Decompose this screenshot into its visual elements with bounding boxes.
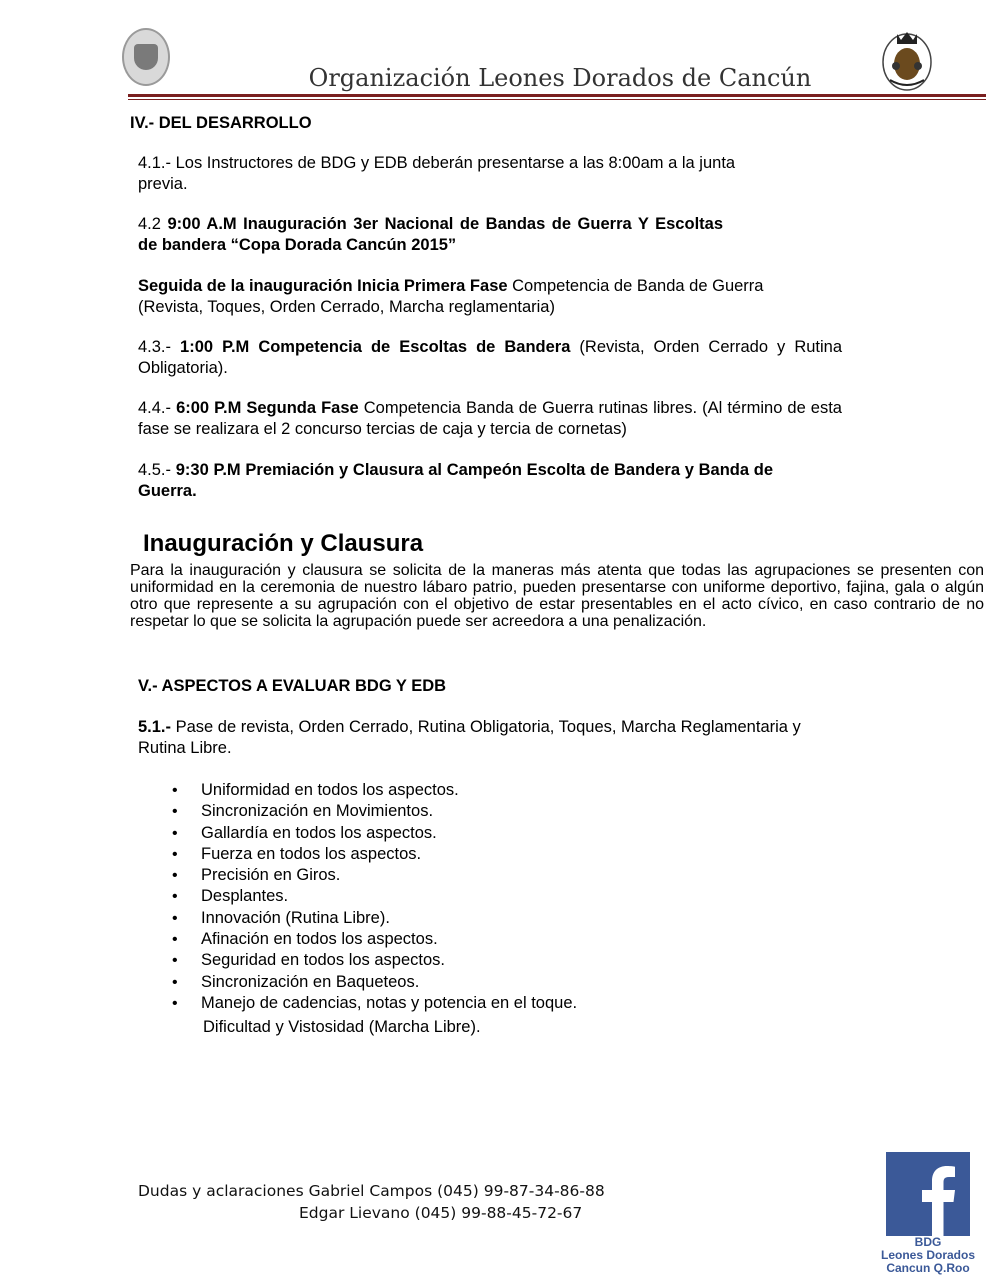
paragraph-bold-text: 9:00 A.M Inauguración 3er Nacional de Bandas de Guerra Y Escoltas de bandera “Copa Dorada Cancún 2015” xyxy=(138,215,723,254)
list-item: • Sincronización en Baqueteos. xyxy=(172,972,577,993)
paragraph-bold-text: Seguida de la inauguración Inicia Primera Fase xyxy=(138,277,508,295)
facebook-f-icon xyxy=(886,1152,970,1236)
list-item: • Uniformidad en todos los aspectos. xyxy=(172,780,577,801)
paragraph-4-2 xyxy=(138,214,723,256)
paragraph-4-4 xyxy=(138,398,842,440)
list-item: • Afinación en todos los aspectos. xyxy=(172,929,577,950)
badge-line: BDG xyxy=(914,1235,942,1249)
paragraph-bold-text: 1:00 P.M Competencia de Escoltas de Bandera xyxy=(180,338,571,356)
paragraph-text: Los Instructores de BDG y EDB deberán presentarse a las 8:00am a la junta previa. xyxy=(138,154,736,193)
list-item: • Fuerza en todos los aspectos. xyxy=(172,844,577,865)
list-item: • Sincronización en Movimientos. xyxy=(172,801,577,822)
list-item-unbulleted: Dificultad y Vistosidad (Marcha Libre). xyxy=(203,1018,481,1037)
list-item: • Innovación (Rutina Libre). xyxy=(172,908,577,929)
paragraph-4-1 xyxy=(138,153,748,195)
paragraph-bold-text: 6:00 P.M Segunda Fase xyxy=(176,399,359,417)
paragraph-primera-fase xyxy=(138,276,828,318)
lion-crest-logo xyxy=(880,28,934,92)
badge-line: Leones Dorados xyxy=(880,1248,976,1262)
left-crest-logo xyxy=(122,28,170,86)
paragraph-5-1 xyxy=(138,717,850,759)
paragraph-text: Pase de revista, Orden Cerrado, Rutina Obligatoria, Toques, Marcha Reglamentaria y Rutina Libre. xyxy=(138,718,801,757)
contact-line-1: Dudas y aclaraciones Gabriel Campos (045) 99-87-34-86-88 xyxy=(138,1182,605,1200)
evaluation-criteria-list xyxy=(172,780,577,1039)
paragraph-number: 4.4.- xyxy=(138,399,177,417)
facebook-icon[interactable] xyxy=(886,1152,970,1236)
paragraph-number: 4.5.- xyxy=(138,461,176,479)
list-item: • Desplantes. xyxy=(172,886,577,907)
paragraph-text: (Revista, Orden Cerrado y Rutina Obligatoria). xyxy=(138,338,843,377)
paragraph-number: 4.2 xyxy=(138,215,168,233)
contact-footer xyxy=(138,1180,605,1224)
list-item: • Gallardía en todos los aspectos. xyxy=(172,823,577,844)
shield-icon xyxy=(134,44,158,70)
paragraph-number: 4.3.- xyxy=(138,338,181,356)
paragraph-number: 5.1.- xyxy=(138,718,172,736)
list-item: • Seguridad en todos los aspectos. xyxy=(172,950,577,971)
paragraph-number: 4.1.- xyxy=(138,154,172,172)
header-rule xyxy=(128,94,986,97)
paragraph-text: Competencia de Banda de Guerra (Revista, Toques, Orden Cerrado, Marcha reglamentaria) xyxy=(138,277,764,316)
inauguracion-body: Para la inauguración y clausura se solicita de la maneras más atenta que todas las agrupaciones se presenten con uniformidad en la ceremonia de nuestro lábaro patrio, pueden presentarse con uniforme deportivo, fajina, gala o algún otro que represente a su agrupación con el objetivo de estar presentables en el acto cívico, en caso contrario de no respetar lo que se solicita la agrupación puede ser acreedora a una penalización. xyxy=(130,562,984,630)
paragraph-text: Competencia Banda de Guerra rutinas libres. (Al término de esta fase se realizara el 2 concurso tercias de caja y tercia de cornetas) xyxy=(138,399,842,438)
list-item: • Precisión en Giros. xyxy=(172,865,577,886)
section-heading-desarrollo: IV.- DEL DESARROLLO xyxy=(130,114,312,132)
badge-line: Cancun Q.Roo xyxy=(886,1261,970,1275)
header-rule-thin xyxy=(128,99,986,100)
section-heading-aspectos: V.- ASPECTOS A EVALUAR BDG Y EDB xyxy=(138,677,447,695)
inauguracion-heading: Inauguración y Clausura xyxy=(143,530,424,557)
facebook-badge-label xyxy=(872,1236,984,1275)
page-header-title: Organización Leones Dorados de Cancún xyxy=(308,64,812,92)
contact-line-2: Edgar Lievano (045) 99-88-45-72-67 xyxy=(299,1204,583,1222)
paragraph-bold-text: 9:30 P.M Premiación y Clausura al Campeón Escolta de Bandera y Banda de Guerra. xyxy=(138,461,773,500)
paragraph-4-3 xyxy=(138,337,842,379)
list-item: • Manejo de cadencias, notas y potencia en el toque. xyxy=(172,993,577,1014)
paragraph-4-5 xyxy=(138,460,773,502)
